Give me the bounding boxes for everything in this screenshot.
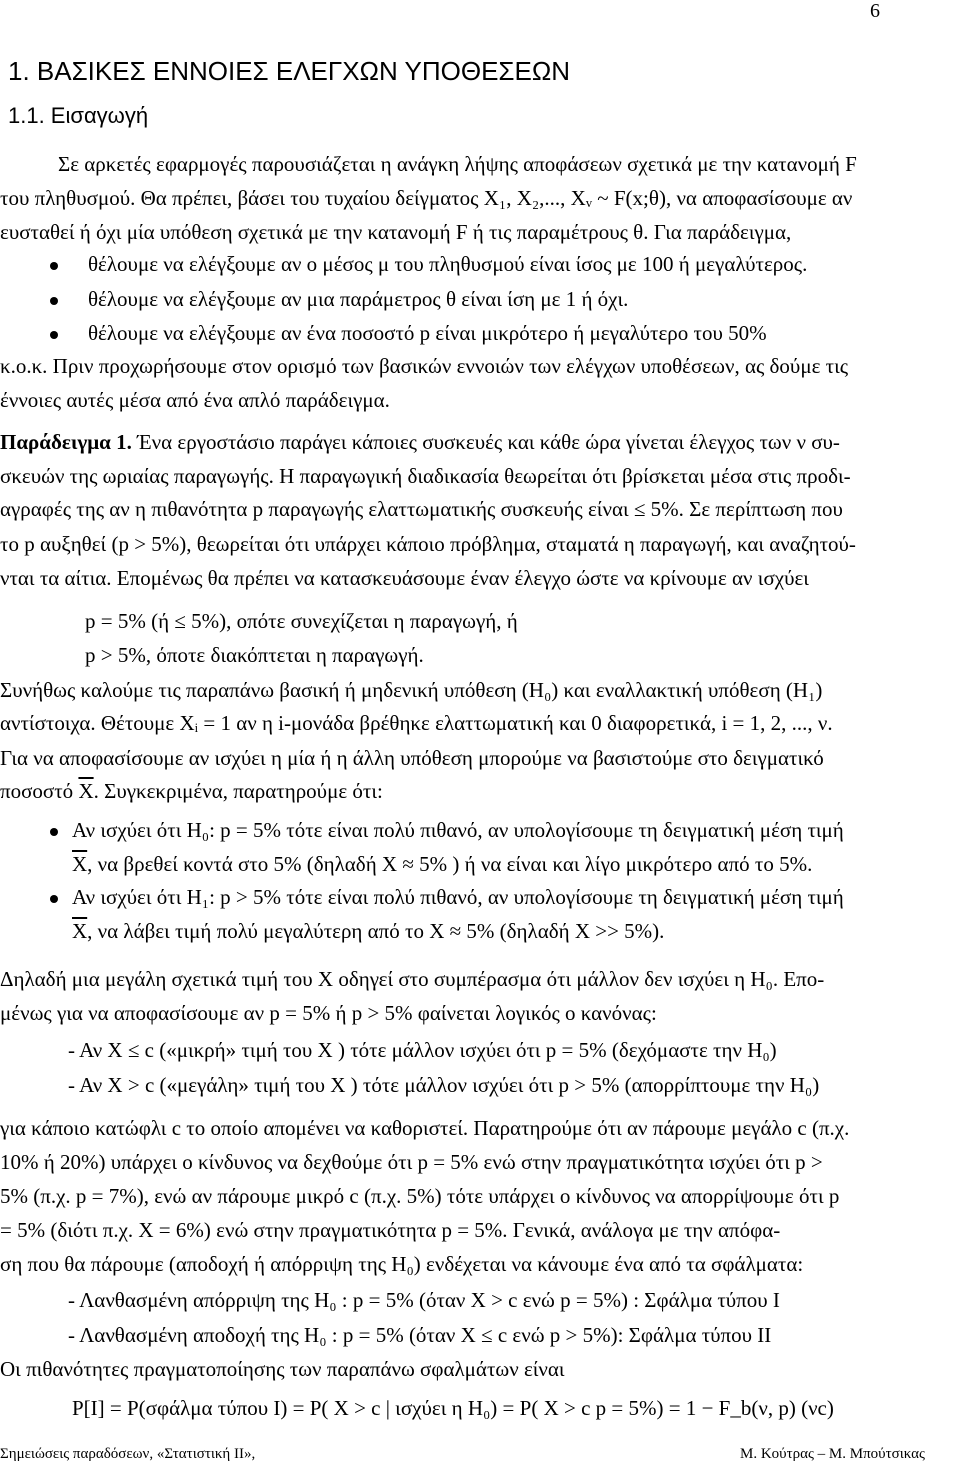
text-line: ποσοστό $\overline{X}$. Συγκεκριμένα, παρατηρούμε ότι: [0, 779, 383, 803]
bullet-icon [50, 828, 58, 836]
text-line [0, 430, 840, 455]
text-line: ση που θα πάρουμε (αποδοχή ή απόρριψη της H₀) ενδέχεται να κάνουμε ένα από τα σφάλματα: [0, 1252, 804, 1276]
text-line: σκευών της ωριαίας παραγωγής. Η παραγωγική διαδικασία θεωρείται ότι βρίσκεται μέσα στις προδι- [0, 464, 851, 488]
bullet-item: Αν ισχύει ότι H₁: p > 5% τότε είναι πολύ πιθανό, αν υπολογίσουμε τη δειγματική μέση τιμή [72, 885, 844, 909]
text-line: μένως για να αποφασίσουμε αν p = 5% ή p > 5% φαίνεται λογικός ο κανόνας: [0, 1001, 657, 1025]
formula-line: P[I] = P(σφάλμα τύπου I) = P( X > c | ισχύει η H₀) = P( X > c p = 5%) = 1 − F_b(ν, p) (νc) [72, 1396, 834, 1420]
text-line: ευσταθεί ή όχι μία υπόθεση σχετικά με την κατανομή F ή τις παραμέτρους θ. Για παράδειγμα, [0, 220, 792, 244]
footer-right: Μ. Κούτρας – Μ. Μπούτσικας [740, 1446, 925, 1462]
text-line: έννοιες αυτές μέσα από ένα απλό παράδειγμα. [0, 388, 390, 412]
bullet-item: Αν ισχύει ότι H₀: p = 5% τότε είναι πολύ πιθανό, αν υπολογίσουμε τη δειγματική μέση τιμή [72, 818, 844, 842]
text-line: Σε αρκετές εφαρμογές παρουσιάζεται η ανάγκη λήψης αποφάσεων σχετικά με την κατανομή F [58, 152, 857, 176]
text-line: Συνήθως καλούμε τις παραπάνω βασική ή μηδενική υπόθεση (H₀) και εναλλακτική υπόθεση (H₁) [0, 678, 823, 702]
text-line: 5% (π.χ. p = 7%), ενώ αν πάρουμε μικρό c (π.χ. 5%) τότε υπάρχει ο κίνδυνος να απορρίψουμε ότι p [0, 1184, 840, 1208]
footer-left: Σημειώσεις παραδόσεων, «Στατιστική ΙΙ», [0, 1446, 256, 1462]
text-line: p > 5%, όποτε διακόπτεται η παραγωγή. [85, 643, 424, 667]
bullet-item: θέλουμε να ελέγξουμε αν ένα ποσοστό p είναι μικρότερο ή μεγαλύτερο του 50% [88, 321, 767, 345]
text-line: - Αν X > c («μεγάλη» τιμή του X ) τότε μάλλον ισχύει ότι p > 5% (απορρίπτουμε την H₀) [68, 1073, 820, 1097]
chapter-heading: 1. ΒΑΣΙΚΕΣ ΕΝΝΟΙΕΣ ΕΛΕΓΧΩΝ ΥΠΟΘΕΣΕΩΝ [8, 56, 571, 86]
text-line: του πληθυσμού. Θα πρέπει, βάσει του τυχαίου δείγματος X₁, X₂,..., Xᵥ ~ F(x;θ), να αποφασίσουμε αν [0, 186, 853, 210]
text-line: νται τα αίτια. Επομένως θα πρέπει να κατασκευάσουμε έναν έλεγχο ώστε να κρίνουμε αν ισχύει [0, 566, 809, 590]
text-line: - Λανθασμένη αποδοχή της H₀ : p = 5% (όταν X ≤ c ενώ p > 5%): Σφάλμα τύπου ΙΙ [68, 1323, 772, 1347]
example-label: Παράδειγμα 1. [0, 430, 132, 454]
text-line: αγραφές της αν η πιθανότητα p παραγωγής ελαττωματικής συσκευής είναι ≤ 5%. Σε περίπτωση που [0, 497, 843, 521]
text-line: για κάποιο κατώφλι c το οποίο απομένει να καθοριστεί. Παρατηρούμε ότι αν πάρουμε μεγάλο c (π.χ. [0, 1116, 850, 1140]
bullet-icon [50, 297, 58, 305]
page-number: 6 [870, 0, 880, 22]
text-line: κ.ο.κ. Πριν προχωρήσουμε στον ορισμό των βασικών εννοιών των ελέγχων υποθέσεων, ας δούμε τις [0, 354, 849, 378]
text-line: = 5% (διότι π.χ. X = 6%) ενώ στην πραγματικότητα p = 5%. Γενικά, ανάλογα με την απόφα- [0, 1218, 781, 1242]
bullet-icon [50, 262, 58, 270]
bullet-item: θέλουμε να ελέγξουμε αν ο μέσος μ του πληθυσμού είναι ίσος με 100 ή μεγαλύτερος. [88, 252, 808, 276]
bullet-item-cont: $\overline{X}$, να λάβει τιμή πολύ μεγαλύτερη από το X ≈ 5% (δηλαδή X >> 5%). [72, 919, 665, 943]
text-line: Οι πιθανότητες πραγματοποίησης των παραπάνω σφαλμάτων είναι [0, 1357, 565, 1381]
text-line: αντίστοιχα. Θέτουμε Xᵢ = 1 αν η i-μονάδα βρέθηκε ελαττωματική και 0 διαφορετικά, i = 1, 2, ..., ν. [0, 711, 833, 735]
text-line: Για να αποφασίσουμε αν ισχύει η μία ή η άλλη υπόθεση μπορούμε να βασιστούμε στο δειγματικό [0, 746, 824, 770]
example-text: Ένα εργοστάσιο παράγει κάποιες συσκευές και κάθε ώρα γίνεται έλεγχος των ν συ- [131, 430, 840, 454]
text-line: Δηλαδή μια μεγάλη σχετικά τιμή του X οδηγεί στο συμπέρασμα ότι μάλλον δεν ισχύει η H₀. Επο- [0, 967, 825, 991]
bullet-item: θέλουμε να ελέγξουμε αν μια παράμετρος θ είναι ίση με 1 ή όχι. [88, 287, 629, 311]
bullet-item-cont: $\overline{X}$, να βρεθεί κοντά στο 5% (δηλαδή X ≈ 5% ) ή να είναι και λίγο μικρότερο από το 5%. [72, 852, 813, 876]
x-bar: $\overline{X}$ [78, 779, 94, 803]
bullet-icon [50, 331, 58, 339]
text-line: - Αν X ≤ c («μικρή» τιμή του X ) τότε μάλλον ισχύει ότι p = 5% (δεχόμαστε την H₀) [68, 1038, 777, 1062]
section-heading: 1.1. Εισαγωγή [8, 103, 149, 128]
text-line: το p αυξηθεί (p > 5%), θεωρείται ότι υπάρχει κάποιο πρόβλημα, σταματά η παραγωγή, και αναζητού- [0, 532, 856, 556]
text-line: p = 5% (ή ≤ 5%), οπότε συνεχίζεται η παραγωγή, ή [85, 609, 518, 633]
bullet-icon [50, 895, 58, 903]
text-line: 10% ή 20%) υπάρχει ο κίνδυνος να δεχθούμε ότι p = 5% ενώ στην πραγματικότητα ισχύει ότι p > [0, 1150, 823, 1174]
text-line: - Λανθασμένη απόρριψη της H₀ : p = 5% (όταν X > c ενώ p = 5%) : Σφάλμα τύπου I [68, 1288, 780, 1312]
